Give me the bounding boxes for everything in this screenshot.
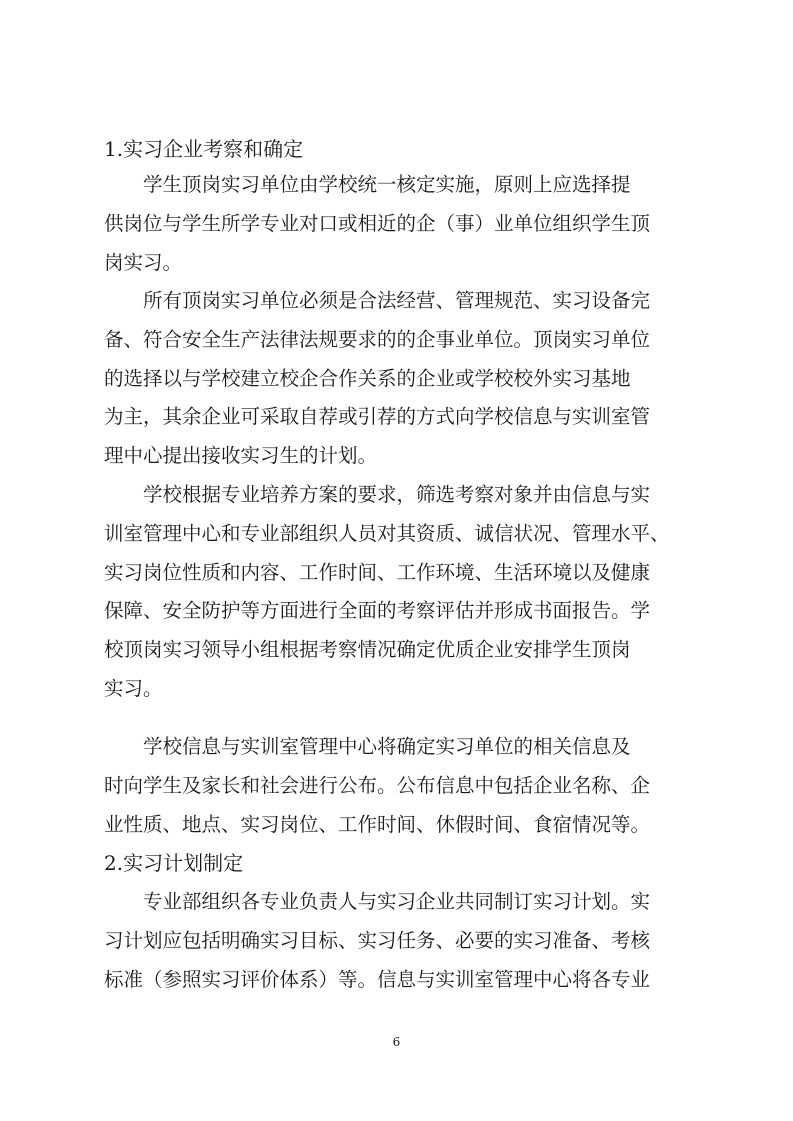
text-line: 学校信息与实训室管理中心将确定实习单位的相关信息及 <box>104 735 631 758</box>
text-line: 训室管理中心和专业部组织人员对其资质、诚信状况、管理水平、 <box>104 521 670 545</box>
text-line: 标准（参照实习评价体系）等。信息与实训室管理中心将各专业 <box>104 967 651 991</box>
text-line: 岗实习。 <box>104 250 183 274</box>
text-line: 供岗位与学生所学专业对口或相近的企（事）业单位组织学生顶 <box>104 211 651 235</box>
text-line: 学校根据专业培养方案的要求，筛选考察对象并由信息与实 <box>104 483 651 506</box>
text-line: 保障、安全防护等方面进行全面的考察评估并形成书面报告。学 <box>104 599 651 623</box>
text-line: 备、符合安全生产法律法规要求的的企事业单位。顶岗实习单位 <box>104 327 651 351</box>
text-line: 实习。 <box>104 676 163 700</box>
text-line: 学生顶岗实习单位由学校统一核定实施，原则上应选择提 <box>104 173 631 196</box>
text-line: 专业部组织各专业负责人与实习企业共同制订实习计划。实 <box>104 890 651 913</box>
paragraph-3 <box>104 476 692 709</box>
paragraph-5 <box>104 883 692 999</box>
paragraph-1 <box>104 166 692 282</box>
text-line: 时向学生及家长和社会进行公布。公布信息中包括企业名称、企 <box>104 773 651 797</box>
text-line: 实习岗位性质和内容、工作时间、工作环境、生活环境以及健康 <box>104 560 651 584</box>
text-line: 为主，其余企业可采取自荐或引荐的方式向学校信息与实训室管 <box>104 405 651 429</box>
text-line: 所有顶岗实习单位必须是合法经营、管理规范、实习设备完 <box>104 289 651 312</box>
text-line: 理中心提出接收实习生的计划。 <box>104 444 378 468</box>
paragraph-2 <box>104 282 692 476</box>
text-line: 习计划应包括明确实习目标、实习任务、必要的实习准备、考核 <box>104 928 651 952</box>
page-number: 6 <box>392 1035 401 1049</box>
section-heading-1: 1.实习企业考察和确定 <box>104 137 304 161</box>
text-line: 业性质、地点、实习岗位、工作时间、休假时间、食宿情况等。 <box>104 812 651 836</box>
text-line: 的选择以与学校建立校企合作关系的企业或学校校外实习基地 <box>104 366 631 390</box>
paragraph-4 <box>104 728 692 844</box>
section-heading-2: 2.实习计划制定 <box>104 851 244 875</box>
text-line: 校顶岗实习领导小组根据考察情况确定优质企业安排学生顶岗 <box>104 638 631 662</box>
